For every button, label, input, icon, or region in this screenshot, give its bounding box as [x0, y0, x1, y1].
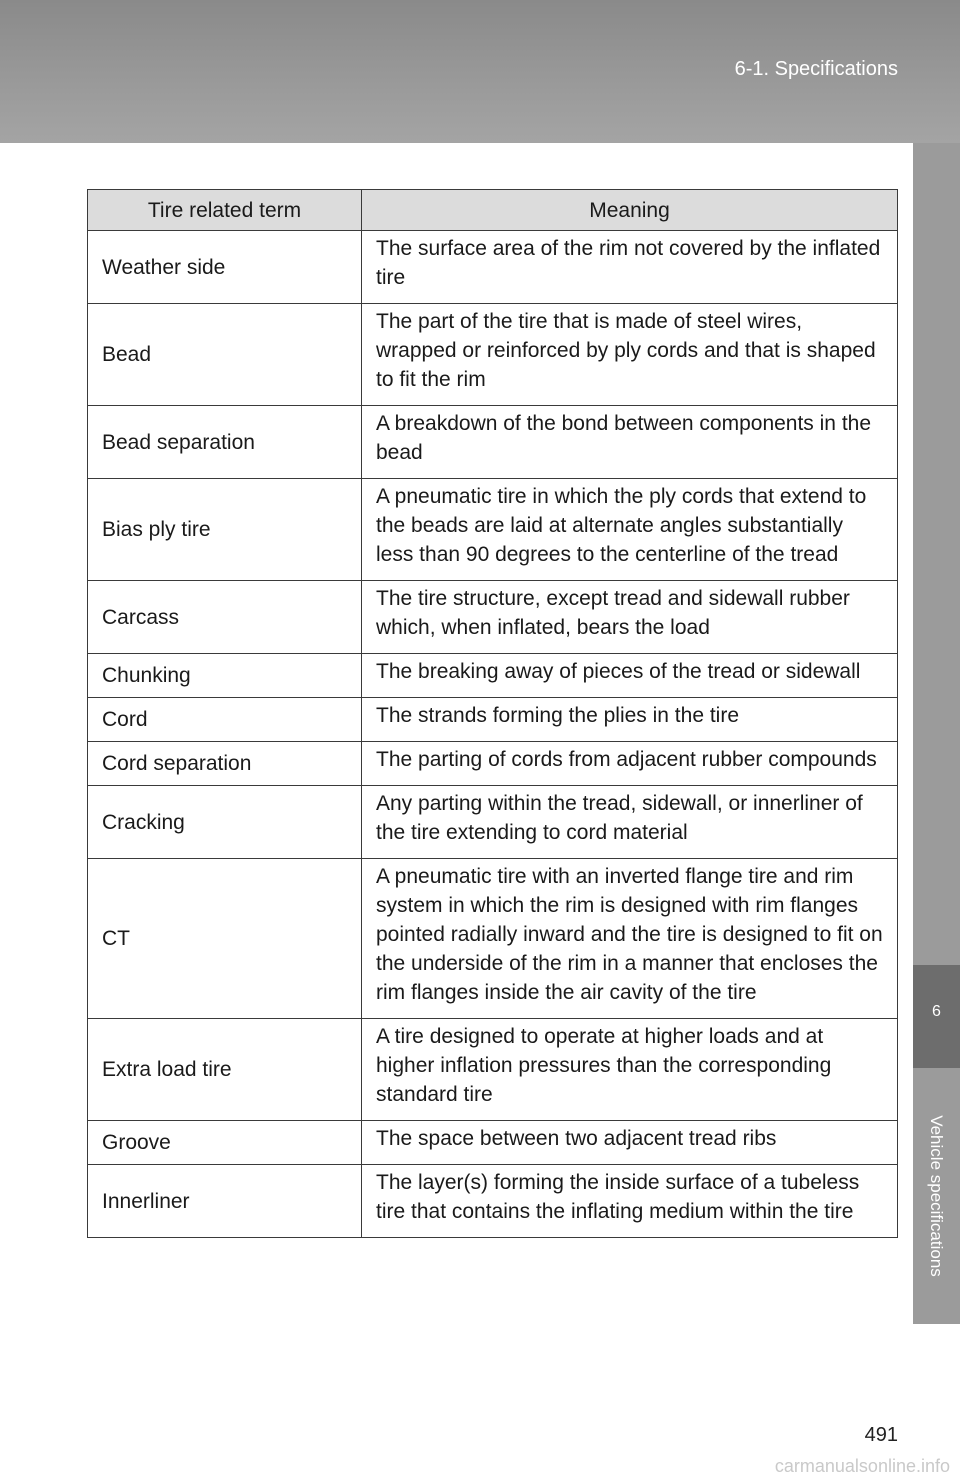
term-cell: Extra load tire	[88, 1019, 362, 1121]
side-tab-lower	[913, 1068, 960, 1324]
chapter-number: 6	[932, 1003, 941, 1020]
meaning-cell: A breakdown of the bond between components in the bead	[362, 406, 898, 479]
side-tab-chapter	[913, 965, 960, 1068]
tire-terms-table	[87, 189, 898, 1238]
meaning-cell: The surface area of the rim not covered by the inflated tire	[362, 231, 898, 304]
table-row	[88, 1019, 898, 1121]
table-row	[88, 581, 898, 654]
meaning-cell: A pneumatic tire in which the ply cords that extend to the beads are laid at alternate angles substantially less than 90 degrees to the centerline of the tread	[362, 479, 898, 581]
table-row	[88, 406, 898, 479]
column-header-meaning: Meaning	[362, 190, 898, 231]
chapter-title: Vehicle specifications	[927, 1115, 946, 1277]
meaning-cell: A tire designed to operate at higher loads and at higher inflation pressures than the corresponding standard tire	[362, 1019, 898, 1121]
meaning-cell: The space between two adjacent tread ribs	[362, 1121, 898, 1165]
table-row	[88, 479, 898, 581]
term-cell: Weather side	[88, 231, 362, 304]
table-row	[88, 698, 898, 742]
meaning-cell: The strands forming the plies in the tire	[362, 698, 898, 742]
term-cell: Groove	[88, 1121, 362, 1165]
meaning-cell: The parting of cords from adjacent rubber compounds	[362, 742, 898, 786]
page-header	[0, 0, 960, 143]
column-header-term: Tire related term	[88, 190, 362, 231]
meaning-cell: The part of the tire that is made of steel wires, wrapped or reinforced by ply cords and that is shaped to fit the rim	[362, 304, 898, 406]
term-cell: Bias ply tire	[88, 479, 362, 581]
table-row	[88, 304, 898, 406]
meaning-cell: The tire structure, except tread and sidewall rubber which, when inflated, bears the load	[362, 581, 898, 654]
term-cell: CT	[88, 859, 362, 1019]
section-title: 6-1. Specifications	[734, 58, 898, 80]
table-row	[88, 231, 898, 304]
table-row	[88, 859, 898, 1019]
meaning-cell: The layer(s) forming the inside surface of a tubeless tire that contains the inflating medium within the tire	[362, 1165, 898, 1238]
table-row	[88, 1165, 898, 1238]
watermark: carmanualsonline.info	[774, 1456, 950, 1476]
meaning-cell: Any parting within the tread, sidewall, or innerliner of the tire extending to cord material	[362, 786, 898, 859]
term-cell: Innerliner	[88, 1165, 362, 1238]
term-cell: Cord	[88, 698, 362, 742]
table-header-row	[88, 190, 898, 231]
page-number: 491	[864, 1424, 898, 1446]
term-cell: Cord separation	[88, 742, 362, 786]
term-cell: Chunking	[88, 654, 362, 698]
meaning-cell: The breaking away of pieces of the tread or sidewall	[362, 654, 898, 698]
side-tab-upper	[913, 143, 960, 965]
table-row	[88, 742, 898, 786]
term-cell: Carcass	[88, 581, 362, 654]
table-row	[88, 654, 898, 698]
term-cell: Cracking	[88, 786, 362, 859]
table-row	[88, 786, 898, 859]
table-row	[88, 1121, 898, 1165]
term-cell: Bead	[88, 304, 362, 406]
term-cell: Bead separation	[88, 406, 362, 479]
meaning-cell: A pneumatic tire with an inverted flange tire and rim system in which the rim is designed with rim flanges pointed radially inward and the tire is designed to fit on the underside of the rim in a manner that encloses the rim flanges inside the air cavity of the tire	[362, 859, 898, 1019]
